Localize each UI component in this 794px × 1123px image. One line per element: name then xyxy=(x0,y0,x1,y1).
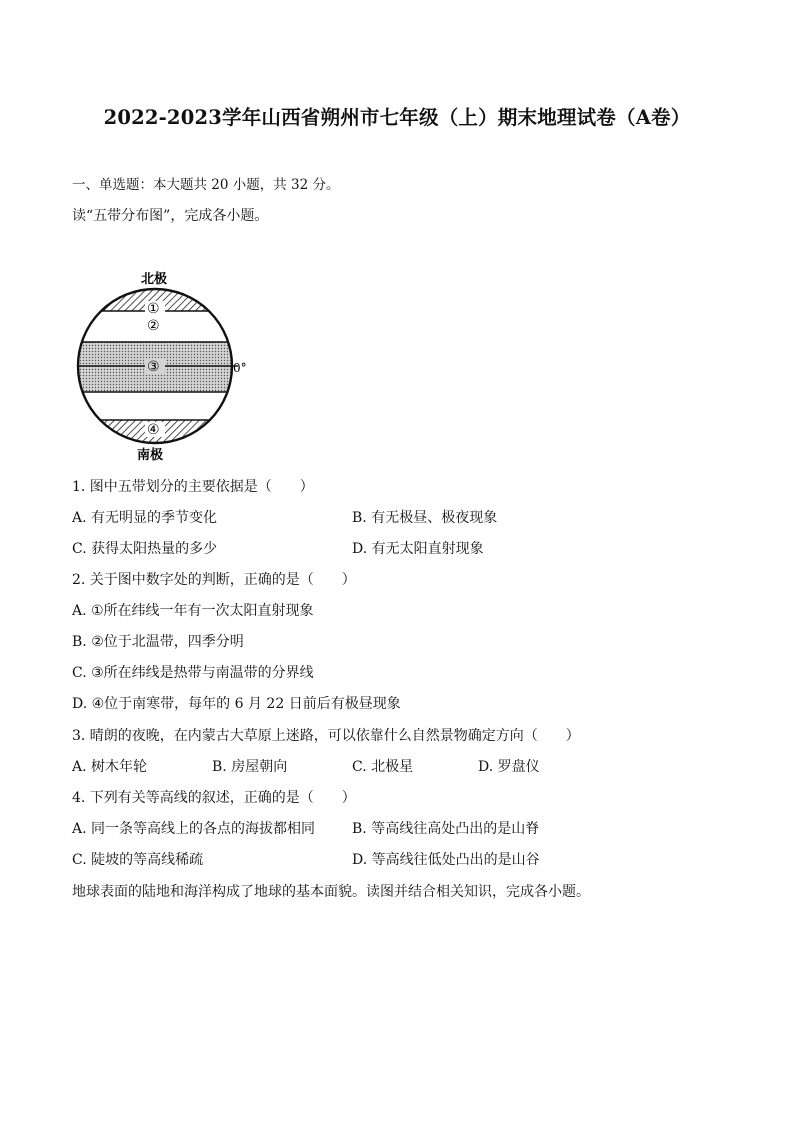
north-pole-label: 北极 xyxy=(141,272,168,287)
question-4-option-c[interactable]: C. 陡坡的等高线稀疏 xyxy=(72,852,204,868)
question-2-option-c[interactable]: C. ③所在纬线是热带与南温带的分界线 xyxy=(72,665,314,681)
question-3-option-c[interactable]: C. 北极星 xyxy=(352,759,414,775)
marker-2: ② xyxy=(147,318,160,334)
question-4-option-b[interactable]: B. 等高线往高处凸出的是山脊 xyxy=(352,821,540,837)
question-1-stem: 1. 图中五带划分的主要依据是（ ） xyxy=(72,479,314,495)
question-2-option-b[interactable]: B. ②位于北温带，四季分明 xyxy=(72,634,244,650)
south-pole-label: 南极 xyxy=(137,448,164,462)
question-4-option-d[interactable]: D. 等高线往低处凸出的是山谷 xyxy=(352,852,540,868)
marker-3: ③ xyxy=(147,359,160,375)
marker-1: ① xyxy=(147,301,160,317)
question-1-option-b[interactable]: B. 有无极昼、极夜现象 xyxy=(352,510,498,526)
marker-4: ④ xyxy=(147,422,160,438)
equator-label: 0° xyxy=(233,361,247,375)
intro-land-and-ocean: 地球表面的陆地和海洋构成了地球的基本面貌。读图并结合相关知识，完成各小题。 xyxy=(72,884,590,900)
question-1-option-a[interactable]: A. 有无明显的季节变化 xyxy=(72,510,218,526)
question-3-option-d[interactable]: D. 罗盘仪 xyxy=(478,759,540,775)
five-zones-svg xyxy=(70,266,260,462)
question-2-option-d[interactable]: D. ④位于南寒带，每年的 6 月 22 日前后有极昼现象 xyxy=(72,696,401,712)
question-4-stem: 4. 下列有关等高线的叙述，正确的是（ ） xyxy=(72,790,356,806)
question-2-stem: 2. 关于图中数字处的判断，正确的是（ ） xyxy=(72,572,356,588)
question-2-option-a[interactable]: A. ①所在纬线一年有一次太阳直射现象 xyxy=(72,603,314,619)
question-1-option-c[interactable]: C. 获得太阳热量的多少 xyxy=(72,541,218,557)
question-1-option-d[interactable]: D. 有无太阳直射现象 xyxy=(352,541,484,557)
question-3-option-b[interactable]: B. 房屋朝向 xyxy=(212,759,288,775)
question-3-stem: 3. 晴朗的夜晚，在内蒙古大草原上迷路，可以依靠什么自然景物确定方向（ ） xyxy=(72,728,580,744)
exam-title: 2022-2023学年山西省朔州市七年级（上）期末地理试卷（A卷） xyxy=(103,106,691,129)
five-zones-diagram xyxy=(70,266,260,462)
section-heading: 一、单选题：本大题共 20 小题，共 32 分。 xyxy=(72,177,340,193)
intro-five-zones: 读“五带分布图”，完成各小题。 xyxy=(72,208,269,224)
question-4-option-a[interactable]: A. 同一条等高线上的各点的海拔都相同 xyxy=(72,821,316,837)
question-3-option-a[interactable]: A. 树木年轮 xyxy=(72,759,148,775)
